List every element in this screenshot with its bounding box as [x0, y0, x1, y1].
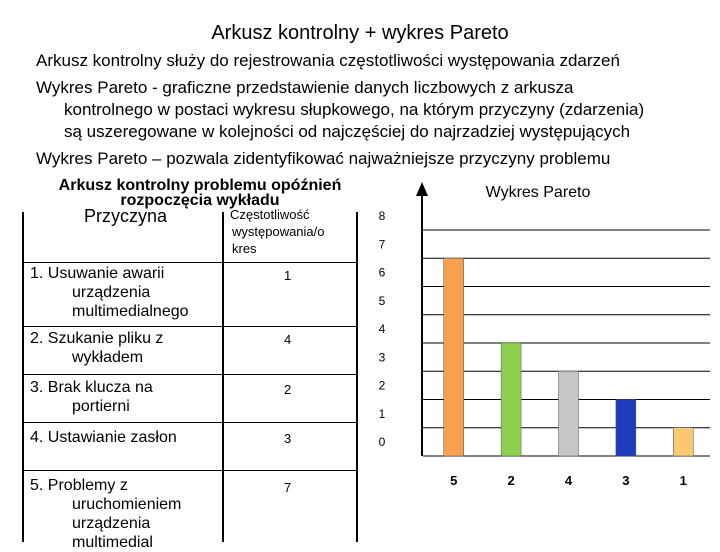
- table-title-line-2: rozpoczęcia wykładu: [120, 192, 280, 209]
- y-tick-label: 0: [378, 435, 386, 449]
- slide-title: Arkusz kontrolny + wykres Pareto: [211, 22, 509, 44]
- table-row-cause: [30, 476, 181, 552]
- row-text: urządzenia: [72, 284, 151, 301]
- row-text: multimedialnego: [72, 303, 189, 320]
- table-title: [30, 178, 370, 208]
- header-frequency-line-3: kres: [232, 241, 257, 256]
- table-row-cause: [30, 329, 163, 367]
- row-number: 1.: [30, 265, 44, 282]
- chart-bar: [501, 343, 521, 456]
- check-sheet-table: [22, 206, 358, 551]
- y-tick-label: 7: [378, 237, 386, 252]
- row-number: 2.: [30, 330, 44, 347]
- table-row-divider: [22, 262, 358, 263]
- paragraph-2-cont-1: kontrolnego w postaci wykresu słupkowego, na którym przyczyny (zdarzenia): [64, 100, 645, 119]
- chart-title: Wykres Pareto: [485, 184, 591, 201]
- x-tick-label: 5: [450, 473, 458, 488]
- y-tick-label: 3: [378, 350, 386, 365]
- x-tick-label: 1: [679, 473, 687, 488]
- row-number: 5.: [30, 477, 44, 494]
- header-frequency: [230, 206, 325, 257]
- row-text: Ustawianie zasłon: [47, 429, 177, 446]
- table-row-cause: [30, 264, 189, 321]
- chart-bars: [444, 258, 694, 456]
- chart-bar: [673, 428, 693, 456]
- y-tick-label: 8: [378, 209, 386, 223]
- paragraph-3: Wykres Pareto – pozwala zidentyfikować najważniejsze przyczyny problemu: [36, 149, 611, 168]
- row-text: Usuwanie awarii: [47, 265, 165, 282]
- table-row-divider: [22, 374, 358, 375]
- y-tick-label: 2: [378, 378, 386, 393]
- x-tick-label: 2: [507, 473, 515, 488]
- header-frequency-line-2: występowania/o: [232, 224, 325, 239]
- y-axis-arrow-icon: [416, 182, 428, 196]
- table-row-divider: [22, 326, 358, 327]
- chart-x-ticks: [450, 473, 687, 488]
- row-text: Brak klucza na: [47, 379, 153, 396]
- y-tick-label: 6: [378, 265, 386, 280]
- row-text: Szukanie pliku z: [47, 330, 164, 347]
- table-row-divider: [22, 470, 358, 471]
- row-number: 3.: [30, 379, 44, 396]
- row-text: Problemy z: [47, 477, 128, 494]
- row-text: portierni: [72, 398, 130, 415]
- table-row-cause: [30, 378, 153, 416]
- table-title-line-1: Arkusz kontrolny problemu opóźnień: [58, 177, 342, 194]
- table-row-divider: [22, 422, 358, 423]
- row-number: 4.: [30, 429, 44, 446]
- chart-bar: [559, 371, 579, 456]
- x-tick-label: 4: [564, 473, 573, 488]
- paragraph-1: Arkusz kontrolny służy do rejestrowania częstotliwości występowania zdarzeń: [36, 51, 620, 70]
- table-row-cause: [30, 428, 177, 447]
- table-row-value: 3: [284, 431, 292, 446]
- header-cause: Przyczyna: [84, 206, 168, 226]
- table-row-value: 4: [284, 332, 292, 347]
- chart-y-ticks: [379, 209, 386, 449]
- row-text: urządzenia: [72, 515, 151, 532]
- paragraph-2-cont-2: są uszeregowane w kolejności od najczęściej do najrzadziej występujących: [64, 122, 631, 141]
- table-row-value: 7: [284, 480, 292, 495]
- paragraph-2: Wykres Pareto - graficzne przedstawienie danych liczbowych z arkusza: [36, 78, 574, 97]
- y-tick-label: 1: [378, 406, 386, 421]
- row-text: multimedial: [72, 534, 153, 551]
- table-row-value: 2: [284, 382, 292, 397]
- table-row-value: 1: [284, 268, 292, 283]
- x-tick-label: 3: [622, 473, 630, 488]
- chart-bar: [444, 258, 464, 456]
- header-frequency-line-1: Częstotliwość: [230, 207, 310, 222]
- y-tick-label: 4: [378, 322, 386, 336]
- pareto-chart: [360, 180, 720, 500]
- y-tick-label: 5: [378, 293, 386, 308]
- row-text: wykładem: [72, 349, 144, 366]
- row-text: uruchomieniem: [72, 496, 182, 513]
- chart-bar: [616, 400, 636, 457]
